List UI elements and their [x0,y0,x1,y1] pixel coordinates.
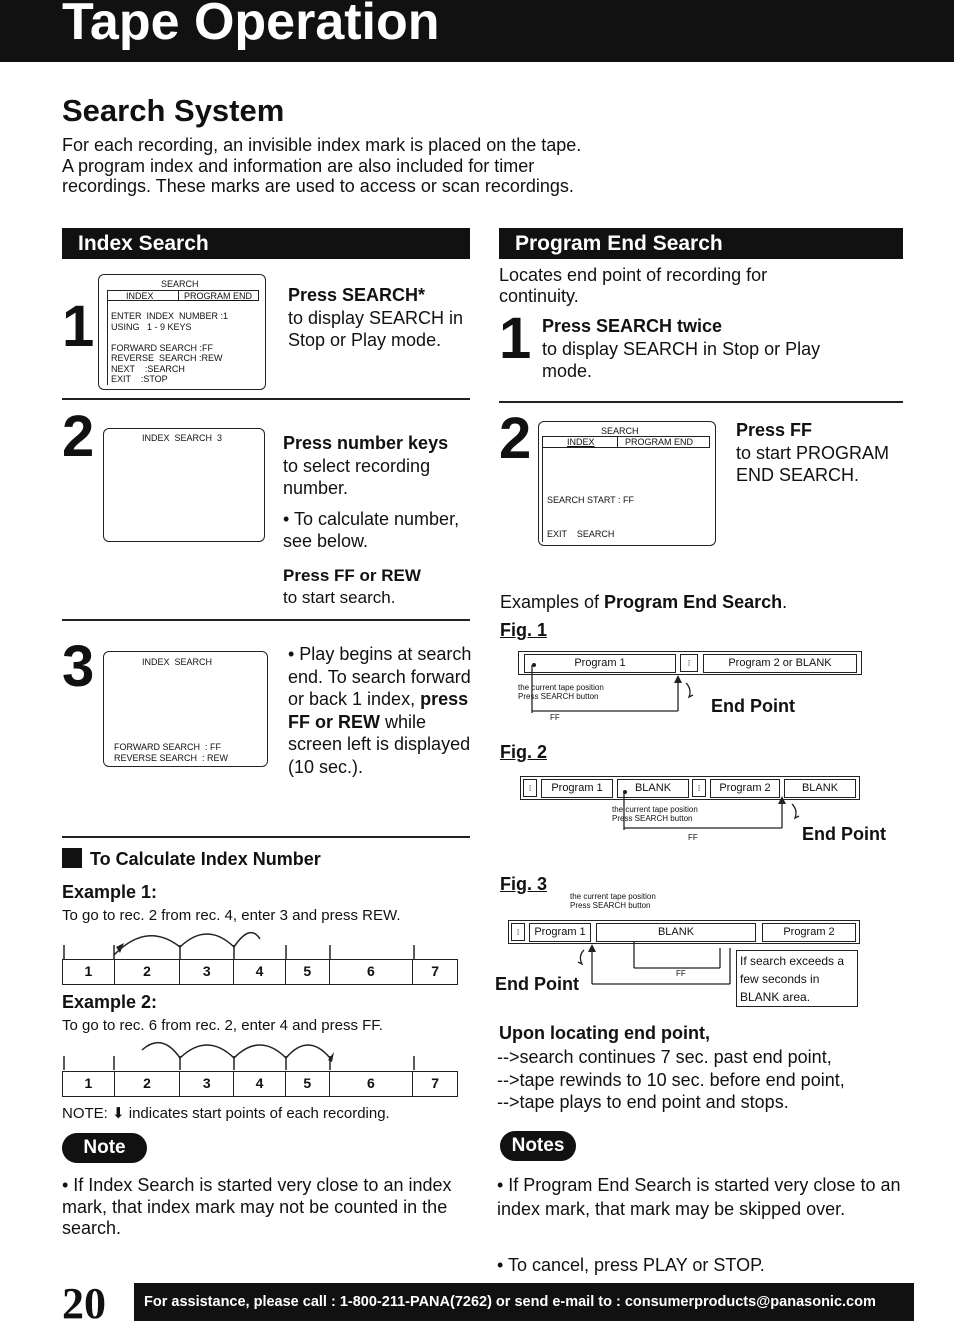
divider [499,401,903,403]
fig3-label: Fig. 3 [500,874,548,894]
screen-search-start: SEARCH START : FF [547,495,635,505]
screen-tab-program-end: PROGRAM END [184,291,253,301]
fig2-end-point: End Point [802,824,886,844]
fig2-arrow [620,782,820,842]
program-step2-screen [538,421,716,546]
screen-tab-program-end: PROGRAM END [625,437,694,447]
screen-search-title: SEARCH [601,426,639,436]
index-step3-bold: press FF or REW [288,689,469,732]
index-step2-bullet: • To calculate number, see below. [283,508,460,551]
rec-cell: 4 [234,960,286,984]
program-step2-text [736,419,896,487]
rec-cell: 1 [63,1072,115,1096]
locating-step: -->tape rewinds to 10 sec. before end point, [497,1069,845,1090]
fig3-exceed-box: If search exceeds a few seconds in BLANK area. [736,950,858,1007]
screen-index-search-line: INDEX SEARCH 3 [142,433,223,443]
screen-tab-index: INDEX [567,437,595,447]
note-badge: Note [62,1133,147,1163]
examples-prefix: Examples of [500,592,605,612]
index-step1-head: Press SEARCH* [288,285,426,305]
fig3-blank: BLANK [596,923,756,942]
program-end-intro: Locates end point of recording for continuity. [499,265,768,306]
rec-cell: 7 [431,1075,440,1091]
rec-cell: 5 [286,960,330,984]
index-step2-text [283,432,483,610]
index-step2-screen [103,428,265,542]
locating-step: -->tape plays to end point and stops. [497,1092,789,1112]
divider [62,619,470,621]
rec-cell: 4 [234,1072,286,1096]
program-step1-text [542,315,852,383]
example2-arcs [62,1036,462,1072]
example1-text: To go to rec. 2 from rec. 4, enter 3 and press REW. [62,907,401,924]
fig3-tiny1: the current tape position [570,892,656,901]
screen-frame-line [107,301,108,385]
program-end-heading: Program End Search [499,228,903,259]
locating-title: Upon locating end point, [499,1023,710,1043]
fig2-ff: FF [688,833,698,842]
screen-exit: EXIT SEARCH [547,529,615,539]
rec-cell: 6 [330,1072,414,1096]
fig3-program1: Program 1 [529,923,591,942]
section-intro: For each recording, an invisible index mark is placed on the tape. A program index and information are also included for timer recordings. These marks are used to access or scan recordings. [62,135,582,196]
tab-divider [617,437,618,447]
fig1-tiny2: Press SEARCH button [518,692,599,701]
program-step2-number: 2 [499,406,532,471]
rec-cell: 5 [286,1072,330,1096]
fig2-blank1: BLANK [617,779,689,798]
fig2-program1: Program 1 [541,779,613,798]
index-step1-screen [98,274,266,390]
example1-strip [62,959,458,985]
program-step1-head: Press SEARCH twice [542,316,723,336]
screen-frame-line [542,448,543,542]
examples-heading [500,592,787,613]
examples-suffix: . [782,592,788,612]
notes-text2: • To cancel, press PLAY or STOP. [497,1255,765,1275]
index-step3-screen [103,651,268,767]
section-title: Search System [62,93,285,128]
locating-list [497,1046,845,1114]
example2-strip [62,1071,458,1097]
notes-text1: • If Program End Search is started very close to an index mark, that mark may be skipped over. [497,1175,901,1219]
index-step3-text-b: while screen left is displayed (10 sec.). [288,711,471,777]
page-title: Tape Operation [62,0,440,51]
index-step3-text [288,643,473,778]
fig3-program2: Program 2 [762,923,856,942]
examples-bold: Program End Search [604,592,783,612]
index-step2-body: to select recording number. [283,455,431,498]
rec-cell: 1 [63,960,115,984]
fig1-program1: Program 1 [524,654,676,673]
assistance-bar: For assistance, please call : 1-800-211-PANA(7262) or send e-mail to : consumerproducts@panasonic.com [134,1283,914,1321]
example1-arcs [62,925,462,961]
screen-instructions: ENTER INDEX NUMBER :1 USING 1 - 9 KEYS FORWARD SEARCH :FF REVERSE SEARCH :REW NEXT :SEARCH EXIT :STOP [111,311,229,384]
fig3-end-point: End Point [495,974,579,994]
tab-divider [178,291,179,300]
calculate-title: To Calculate Index Number [90,849,321,869]
index-mark-icon: ⁝ [692,779,706,797]
fig1-program2: Program 2 or BLANK [703,654,857,673]
fig3-arrow [560,938,740,988]
index-step2-body2: to start search. [283,588,396,607]
program-step1-body: to display SEARCH in Stop or Play mode. [542,338,821,381]
divider [62,398,470,400]
fig1-end-point: End Point [711,696,795,716]
square-bullet-icon [62,848,82,868]
index-step2-head2: Press FF or REW [283,565,421,585]
rec-cell: 3 [180,1072,234,1096]
fig3-tiny2: Press SEARCH button [570,901,651,910]
rec-cell: 2 [115,1072,181,1096]
program-step2-body: to start PROGRAM END SEARCH. [736,442,890,485]
note-text: • If Index Search is started very close to an index mark, that index mark may not be counted in the search. [62,1175,452,1238]
screen-tabs [107,290,259,301]
example2-text: To go to rec. 6 from rec. 2, enter 4 and press FF. [62,1017,383,1034]
example2-title: Example 2: [62,992,158,1012]
divider [62,836,470,838]
screen-search-title: SEARCH [161,279,199,289]
rec-cell: 3 [180,960,234,984]
fig3-ff: FF [676,969,686,978]
rec-cell: 6 [330,960,414,984]
screen-tab-index: INDEX [126,291,154,301]
fig1-ff: FF [550,713,560,722]
index-mark-icon: ⁝ [680,654,698,672]
fig1-arrow [518,655,718,725]
fig1-tiny1: the current tape position [518,683,604,692]
rec-cell: 7 [431,963,440,979]
fig2-tiny2: Press SEARCH button [612,814,693,823]
fig2-tiny1: the current tape position [612,805,698,814]
fig1-label: Fig. 1 [500,620,548,640]
index-step1-number: 1 [62,294,95,359]
notes-badge: Notes [500,1131,576,1161]
screen-index-search-title: INDEX SEARCH [142,657,213,667]
page-number: 20 [62,1279,106,1328]
index-step3-text-a: • Play begins at search end. To search forward or back 1 index, [288,644,472,709]
index-step2-number: 2 [62,404,95,469]
example1-title: Example 1: [62,882,158,902]
index-mark-icon: ⁝ [511,923,525,941]
index-search-heading: Index Search [62,228,470,259]
rec-cell: 2 [115,960,181,984]
program-step2-head: Press FF [736,420,813,440]
index-step1-text [288,284,473,352]
index-mark-icon: ⁝ [523,779,537,797]
screen-tabs [542,436,710,448]
index-step3-number: 3 [62,634,95,699]
note-line: NOTE: ⬇ indicates start points of each recording. [62,1105,390,1122]
screen-search-keys: FORWARD SEARCH : FF REVERSE SEARCH : REW [114,742,229,763]
fig2-program2: Program 2 [710,779,780,798]
index-step2-head: Press number keys [283,433,449,453]
program-step1-number: 1 [499,306,532,371]
fig2-label: Fig. 2 [500,742,548,762]
index-step1-body: to display SEARCH in Stop or Play mode. [288,307,464,350]
locating-step: -->search continues 7 sec. past end point, [497,1047,832,1067]
fig2-blank2: BLANK [784,779,856,798]
